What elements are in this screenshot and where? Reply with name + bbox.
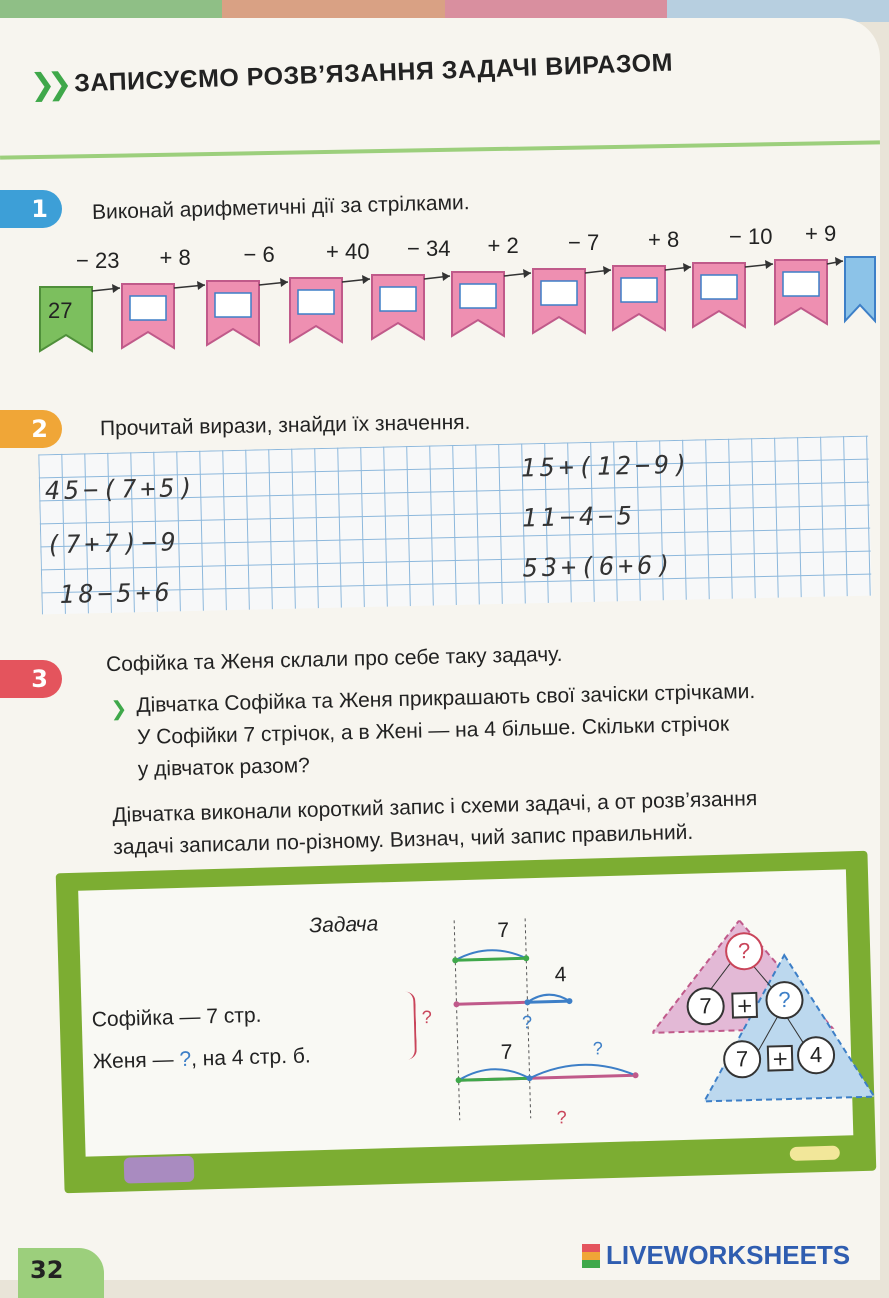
record-text: Женя — xyxy=(92,1048,174,1074)
expression: 18−5+6 xyxy=(59,577,175,609)
page-number: 32 xyxy=(30,1256,64,1284)
task-3-text: Софійка та Женя склали про себе таку задачу. xyxy=(105,642,563,677)
answer-box[interactable] xyxy=(298,290,334,314)
chalkboard xyxy=(56,851,877,1194)
arrow-head xyxy=(603,266,611,275)
plus-sign: + xyxy=(731,992,758,1019)
expression: 15+(12−9) xyxy=(520,449,693,483)
instruction-line: задачі записали по-різному. Визнач, чий запис правильний. xyxy=(112,820,694,859)
arrow-head xyxy=(442,272,450,281)
brand-watermark: LIVEWORKSHEETS xyxy=(606,1240,851,1270)
answer-box[interactable] xyxy=(541,281,577,305)
triangle-cell: 7 xyxy=(686,987,725,1026)
question-mark: ? xyxy=(592,1038,604,1059)
scheme-label: 7 xyxy=(497,918,510,943)
operation-label: − 10 xyxy=(729,224,773,249)
arrow-head xyxy=(197,281,205,290)
arrow-head xyxy=(362,275,370,284)
title-text: ЗАПИСУЄМО РОЗВ’ЯЗАННЯ ЗАДАЧІ ВИРАЗОМ xyxy=(73,48,674,98)
segment-scheme xyxy=(449,915,665,1131)
arrow-head xyxy=(835,257,843,266)
triangle-cell: ? xyxy=(765,981,804,1020)
sponge-icon xyxy=(124,1156,195,1184)
answer-box[interactable] xyxy=(130,296,166,320)
plus-sign: + xyxy=(767,1045,794,1072)
task-number: 2 xyxy=(0,410,62,448)
expression: (7+7)−9 xyxy=(46,527,180,560)
start-number: 27 xyxy=(48,298,73,323)
scheme-label: 4 xyxy=(554,963,567,987)
triangle-cell: 7 xyxy=(723,1040,762,1079)
arrow-head xyxy=(683,263,691,272)
question-mark: ? xyxy=(179,1047,192,1072)
operation-label: + 8 xyxy=(648,227,680,252)
task-1-text: Виконай арифметичні дії за стрілками. xyxy=(91,191,470,224)
task-2-text: Прочитай вирази, знайди їх значення. xyxy=(99,410,471,441)
triangle-cell: 4 xyxy=(797,1036,836,1075)
arrow-head xyxy=(112,284,120,293)
expression-grid xyxy=(38,436,871,615)
expression: 11−4−5 xyxy=(521,500,637,533)
expression: 45−(7+5) xyxy=(44,472,198,506)
problem-text xyxy=(110,676,757,786)
answer-box[interactable] xyxy=(701,275,737,299)
double-chevron-icon: ❯❯ xyxy=(29,66,65,103)
instruction-line: Дівчатка виконали короткий запис і схеми задачі, а от розв’язання xyxy=(112,787,758,827)
operation-label: + 9 xyxy=(805,221,837,246)
problem-line: У Софійки 7 стрічок, а в Жені — на 4 більше. Скільки стрічок xyxy=(136,712,730,749)
problem-line: Дівчатка Софійка та Женя прикрашають свої зачіски стрічками. xyxy=(136,679,756,717)
question-mark: ? xyxy=(521,1012,533,1033)
answer-box[interactable] xyxy=(783,272,819,296)
operation-label: + 40 xyxy=(326,239,370,264)
arrow-chain xyxy=(0,221,889,365)
chevron-right-icon: ❯ xyxy=(110,696,128,721)
scheme-label: 7 xyxy=(500,1040,513,1065)
problem-line: у дівчаток разом? xyxy=(137,754,311,781)
board-heading: Задача xyxy=(308,912,379,938)
arrow-head xyxy=(523,269,531,278)
operation-label: − 6 xyxy=(243,242,275,267)
board-surface xyxy=(78,869,853,1156)
brand-logo-icon xyxy=(582,1244,600,1268)
operation-label: − 23 xyxy=(76,248,120,273)
operation-label: + 2 xyxy=(487,233,519,258)
question-mark: ? xyxy=(556,1107,567,1128)
arrow-head xyxy=(765,260,773,269)
triangle-cell: ? xyxy=(725,932,764,971)
answer-box[interactable] xyxy=(380,287,416,311)
operation-label: − 34 xyxy=(407,236,451,261)
flag-partial xyxy=(845,257,875,321)
answer-box[interactable] xyxy=(460,284,496,308)
chalk-icon xyxy=(790,1146,840,1161)
answer-box[interactable] xyxy=(621,278,657,302)
operation-label: − 7 xyxy=(568,230,600,255)
question-mark: ? xyxy=(421,1006,433,1028)
arrow-head xyxy=(280,278,288,287)
expression: 53+(6+6) xyxy=(522,550,676,583)
short-record-line: Софійка — 7 стр. xyxy=(91,1003,262,1032)
brace xyxy=(403,991,417,1059)
task-number: 1 xyxy=(0,190,62,228)
operation-label: + 8 xyxy=(159,245,191,270)
short-record-line xyxy=(93,1044,311,1074)
answer-box[interactable] xyxy=(215,293,251,317)
record-text: , на 4 стр. б. xyxy=(190,1044,311,1071)
task-number: 3 xyxy=(0,660,62,698)
